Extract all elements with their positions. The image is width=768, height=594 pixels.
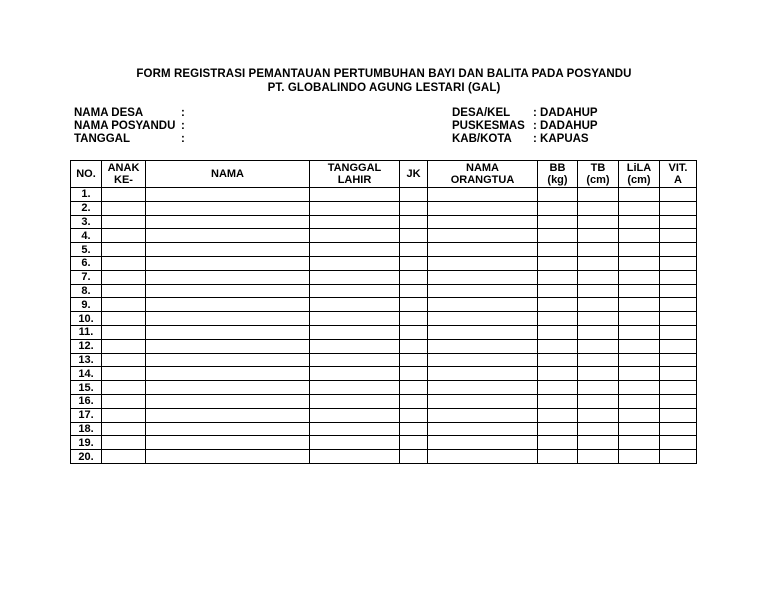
row-number: 14. [71,367,102,381]
empty-entry-cell[interactable] [400,436,428,450]
empty-entry-cell[interactable] [619,394,660,408]
empty-entry-cell[interactable] [538,270,578,284]
empty-entry-cell[interactable] [619,284,660,298]
empty-entry-cell[interactable] [428,422,538,436]
empty-entry-cell[interactable] [578,188,619,202]
empty-entry-cell[interactable] [578,450,619,464]
info-label: NAMA POSYANDU [74,120,176,132]
empty-entry-cell[interactable] [310,229,400,243]
empty-entry-cell[interactable] [619,339,660,353]
empty-entry-cell[interactable] [619,270,660,284]
table-row [71,229,697,243]
info-value: KAPUAS [540,133,589,145]
row-number: 7. [71,270,102,284]
empty-entry-cell[interactable] [102,243,146,257]
table-row [71,312,697,326]
empty-entry-cell[interactable] [428,312,538,326]
empty-entry-cell[interactable] [428,450,538,464]
empty-entry-cell[interactable] [400,394,428,408]
empty-entry-cell[interactable] [146,436,310,450]
column-header [428,161,538,188]
info-separator: : [533,120,537,132]
empty-entry-cell[interactable] [660,450,697,464]
empty-entry-cell[interactable] [578,215,619,229]
empty-entry-cell[interactable] [428,188,538,202]
empty-entry-cell[interactable] [538,422,578,436]
empty-entry-cell[interactable] [578,325,619,339]
column-header [400,161,428,188]
empty-entry-cell[interactable] [538,436,578,450]
empty-entry-cell[interactable] [428,339,538,353]
empty-entry-cell[interactable] [428,229,538,243]
row-number: 19. [71,436,102,450]
empty-entry-cell[interactable] [428,381,538,395]
table-row [71,188,697,202]
empty-entry-cell[interactable] [102,284,146,298]
empty-entry-cell[interactable] [400,312,428,326]
empty-entry-cell[interactable] [102,436,146,450]
empty-entry-cell[interactable] [146,215,310,229]
row-number: 13. [71,353,102,367]
empty-entry-cell[interactable] [310,243,400,257]
column-header-line1: ANAK [107,162,140,174]
empty-entry-cell[interactable] [146,229,310,243]
empty-entry-cell[interactable] [660,201,697,215]
empty-entry-cell[interactable] [400,298,428,312]
empty-entry-cell[interactable] [102,422,146,436]
empty-entry-cell[interactable] [660,270,697,284]
column-header [660,161,697,188]
empty-entry-cell[interactable] [310,201,400,215]
empty-entry-cell[interactable] [400,325,428,339]
registration-table [70,160,697,464]
empty-entry-cell[interactable] [146,298,310,312]
empty-entry-cell[interactable] [310,256,400,270]
empty-entry-cell[interactable] [310,325,400,339]
empty-entry-cell[interactable] [102,312,146,326]
empty-entry-cell[interactable] [102,215,146,229]
empty-entry-cell[interactable] [538,298,578,312]
empty-entry-cell[interactable] [400,229,428,243]
empty-entry-cell[interactable] [146,339,310,353]
column-header [619,161,660,188]
empty-entry-cell[interactable] [428,353,538,367]
row-number: 3. [71,215,102,229]
empty-entry-cell[interactable] [578,243,619,257]
empty-entry-cell[interactable] [400,201,428,215]
empty-entry-cell[interactable] [400,243,428,257]
row-number: 5. [71,243,102,257]
empty-entry-cell[interactable] [310,450,400,464]
info-value: DADAHUP [540,120,598,132]
empty-entry-cell[interactable] [538,256,578,270]
info-value: DADAHUP [540,107,598,119]
empty-entry-cell[interactable] [146,284,310,298]
empty-entry-cell[interactable] [660,243,697,257]
empty-entry-cell[interactable] [400,270,428,284]
empty-entry-cell[interactable] [578,394,619,408]
column-header-line1: TB [590,162,606,174]
info-separator: : [533,133,537,145]
empty-entry-cell[interactable] [538,201,578,215]
row-number: 9. [71,298,102,312]
empty-entry-cell[interactable] [102,450,146,464]
empty-entry-cell[interactable] [310,312,400,326]
empty-entry-cell[interactable] [578,353,619,367]
row-number: 4. [71,229,102,243]
empty-entry-cell[interactable] [619,201,660,215]
column-header [310,161,400,188]
empty-entry-cell[interactable] [578,298,619,312]
empty-entry-cell[interactable] [310,284,400,298]
empty-entry-cell[interactable] [578,229,619,243]
empty-entry-cell[interactable] [310,215,400,229]
row-number: 11. [71,325,102,339]
empty-entry-cell[interactable] [102,381,146,395]
info-row-tanggal [74,133,185,146]
empty-entry-cell[interactable] [660,188,697,202]
empty-entry-cell[interactable] [310,353,400,367]
empty-entry-cell[interactable] [428,243,538,257]
empty-entry-cell[interactable] [619,436,660,450]
row-number: 8. [71,284,102,298]
table-row [71,243,697,257]
column-header-line2: KE- [114,174,133,186]
info-row-desa-kel [452,107,598,120]
column-header-line1: NO. [76,168,96,180]
empty-entry-cell[interactable] [619,408,660,422]
empty-entry-cell[interactable] [400,408,428,422]
table-row [71,436,697,450]
empty-entry-cell[interactable] [400,256,428,270]
empty-entry-cell[interactable] [619,215,660,229]
empty-entry-cell[interactable] [400,422,428,436]
info-label: DESA/KEL [452,107,511,119]
empty-entry-cell[interactable] [102,339,146,353]
empty-entry-cell[interactable] [428,284,538,298]
empty-entry-cell[interactable] [619,243,660,257]
empty-entry-cell[interactable] [660,367,697,381]
empty-entry-cell[interactable] [146,243,310,257]
column-header [146,161,310,188]
column-header [71,161,102,188]
empty-entry-cell[interactable] [428,270,538,284]
empty-entry-cell[interactable] [578,256,619,270]
empty-entry-cell[interactable] [538,339,578,353]
info-row-nama-posyandu [74,120,185,133]
row-number: 2. [71,201,102,215]
empty-entry-cell[interactable] [310,394,400,408]
company-name: PT. GLOBALINDO AGUNG LESTARI (GAL) [267,82,501,94]
empty-entry-cell[interactable] [102,201,146,215]
empty-entry-cell[interactable] [146,256,310,270]
column-header-line2: LAHIR [337,174,372,186]
empty-entry-cell[interactable] [538,188,578,202]
table-row [71,394,697,408]
empty-entry-cell[interactable] [146,188,310,202]
empty-entry-cell[interactable] [578,284,619,298]
empty-entry-cell[interactable] [400,215,428,229]
table-row [71,215,697,229]
row-number: 10. [71,312,102,326]
column-header-line1: BB [549,162,566,174]
table-row [71,201,697,215]
empty-entry-cell[interactable] [538,284,578,298]
empty-entry-cell[interactable] [660,256,697,270]
empty-entry-cell[interactable] [310,436,400,450]
empty-entry-cell[interactable] [538,243,578,257]
column-header-line2: (kg) [547,174,568,186]
info-label: TANGGAL [74,133,131,145]
row-number: 16. [71,394,102,408]
empty-entry-cell[interactable] [538,325,578,339]
empty-entry-cell[interactable] [619,367,660,381]
table-row [71,256,697,270]
empty-entry-cell[interactable] [660,229,697,243]
empty-entry-cell[interactable] [102,325,146,339]
empty-entry-cell[interactable] [619,229,660,243]
table-row [71,298,697,312]
empty-entry-cell[interactable] [102,256,146,270]
empty-entry-cell[interactable] [538,229,578,243]
empty-entry-cell[interactable] [102,394,146,408]
column-header-line1: TANGGAL [327,162,382,174]
empty-entry-cell[interactable] [428,436,538,450]
column-header-line1: JK [406,168,421,180]
empty-entry-cell[interactable] [428,367,538,381]
empty-entry-cell[interactable] [619,325,660,339]
column-header-line2: ORANGTUA [450,174,515,186]
empty-entry-cell[interactable] [428,298,538,312]
info-row-puskesmas [452,120,598,133]
empty-entry-cell[interactable] [146,422,310,436]
table-row [71,367,697,381]
empty-entry-cell[interactable] [619,450,660,464]
empty-entry-cell[interactable] [660,408,697,422]
empty-entry-cell[interactable] [428,325,538,339]
empty-entry-cell[interactable] [660,312,697,326]
empty-entry-cell[interactable] [538,215,578,229]
empty-entry-cell[interactable] [660,298,697,312]
empty-entry-cell[interactable] [310,408,400,422]
empty-entry-cell[interactable] [102,353,146,367]
table-row [71,408,697,422]
table-row [71,339,697,353]
info-separator: : [181,107,185,119]
empty-entry-cell[interactable] [428,394,538,408]
empty-entry-cell[interactable] [400,367,428,381]
empty-entry-cell[interactable] [146,381,310,395]
empty-entry-cell[interactable] [578,339,619,353]
empty-entry-cell[interactable] [619,188,660,202]
row-number: 17. [71,408,102,422]
empty-entry-cell[interactable] [578,201,619,215]
empty-entry-cell[interactable] [400,381,428,395]
column-header-line1: NAMA [211,168,244,180]
form-title: FORM REGISTRASI PEMANTAUAN PERTUMBUHAN BAYI DAN BALITA PADA POSYANDU [136,68,632,80]
empty-entry-cell[interactable] [310,188,400,202]
row-number: 12. [71,339,102,353]
empty-entry-cell[interactable] [660,353,697,367]
empty-entry-cell[interactable] [660,436,697,450]
column-header [538,161,578,188]
empty-entry-cell[interactable] [146,325,310,339]
table-row [71,325,697,339]
info-row-kab-kota [452,133,598,146]
empty-entry-cell[interactable] [660,381,697,395]
table-row [71,353,697,367]
info-left-block [74,107,185,146]
empty-entry-cell[interactable] [102,229,146,243]
table-body [71,188,697,464]
row-number: 15. [71,381,102,395]
empty-entry-cell[interactable] [146,450,310,464]
row-number: 1. [71,188,102,202]
empty-entry-cell[interactable] [310,367,400,381]
empty-entry-cell[interactable] [428,201,538,215]
column-header-line1: LiLA [626,162,652,174]
row-number: 20. [71,450,102,464]
empty-entry-cell[interactable] [660,215,697,229]
table-row [71,284,697,298]
empty-entry-cell[interactable] [538,408,578,422]
empty-entry-cell[interactable] [146,408,310,422]
empty-entry-cell[interactable] [660,394,697,408]
empty-entry-cell[interactable] [102,298,146,312]
info-row-nama-desa [74,107,185,120]
empty-entry-cell[interactable] [400,450,428,464]
empty-entry-cell[interactable] [578,312,619,326]
empty-entry-cell[interactable] [578,367,619,381]
info-separator: : [181,133,185,145]
empty-entry-cell[interactable] [400,188,428,202]
empty-entry-cell[interactable] [619,312,660,326]
empty-entry-cell[interactable] [146,201,310,215]
empty-entry-cell[interactable] [538,367,578,381]
column-header-line2: (cm) [627,174,651,186]
empty-entry-cell[interactable] [619,353,660,367]
empty-entry-cell[interactable] [102,367,146,381]
empty-entry-cell[interactable] [146,367,310,381]
empty-entry-cell[interactable] [578,422,619,436]
empty-entry-cell[interactable] [578,381,619,395]
empty-entry-cell[interactable] [102,188,146,202]
empty-entry-cell[interactable] [538,312,578,326]
empty-entry-cell[interactable] [538,381,578,395]
column-header-line2: (cm) [586,174,610,186]
column-header-line1: VIT. [668,162,688,174]
table-row [71,422,697,436]
table-row [71,450,697,464]
empty-entry-cell[interactable] [538,353,578,367]
column-header [102,161,146,188]
empty-entry-cell[interactable] [660,339,697,353]
info-separator: : [533,107,537,119]
empty-entry-cell[interactable] [310,339,400,353]
empty-entry-cell[interactable] [619,381,660,395]
empty-entry-cell[interactable] [619,298,660,312]
table-row [71,270,697,284]
info-label: KAB/KOTA [452,133,512,145]
empty-entry-cell[interactable] [400,353,428,367]
column-header-line2: A [674,174,682,186]
column-header [578,161,619,188]
empty-entry-cell[interactable] [146,394,310,408]
row-number: 18. [71,422,102,436]
info-right-block [452,107,598,146]
empty-entry-cell[interactable] [660,422,697,436]
empty-entry-cell[interactable] [310,422,400,436]
empty-entry-cell[interactable] [400,339,428,353]
empty-entry-cell[interactable] [538,450,578,464]
empty-entry-cell[interactable] [102,408,146,422]
empty-entry-cell[interactable] [578,270,619,284]
column-header-line1: NAMA [466,162,499,174]
empty-entry-cell[interactable] [428,215,538,229]
empty-entry-cell[interactable] [660,284,697,298]
info-label: PUSKESMAS [452,120,525,132]
row-number: 6. [71,256,102,270]
empty-entry-cell[interactable] [400,284,428,298]
empty-entry-cell[interactable] [578,436,619,450]
empty-entry-cell[interactable] [428,256,538,270]
empty-entry-cell[interactable] [310,270,400,284]
empty-entry-cell[interactable] [578,408,619,422]
empty-entry-cell[interactable] [428,408,538,422]
empty-entry-cell[interactable] [660,325,697,339]
empty-entry-cell[interactable] [310,381,400,395]
empty-entry-cell[interactable] [146,312,310,326]
empty-entry-cell[interactable] [619,422,660,436]
empty-entry-cell[interactable] [102,270,146,284]
table-row [71,381,697,395]
info-separator: : [181,120,185,132]
info-label: NAMA DESA [74,107,144,119]
table-header-row [71,161,697,188]
empty-entry-cell[interactable] [146,270,310,284]
empty-entry-cell[interactable] [310,298,400,312]
empty-entry-cell[interactable] [538,394,578,408]
empty-entry-cell[interactable] [146,353,310,367]
empty-entry-cell[interactable] [619,256,660,270]
